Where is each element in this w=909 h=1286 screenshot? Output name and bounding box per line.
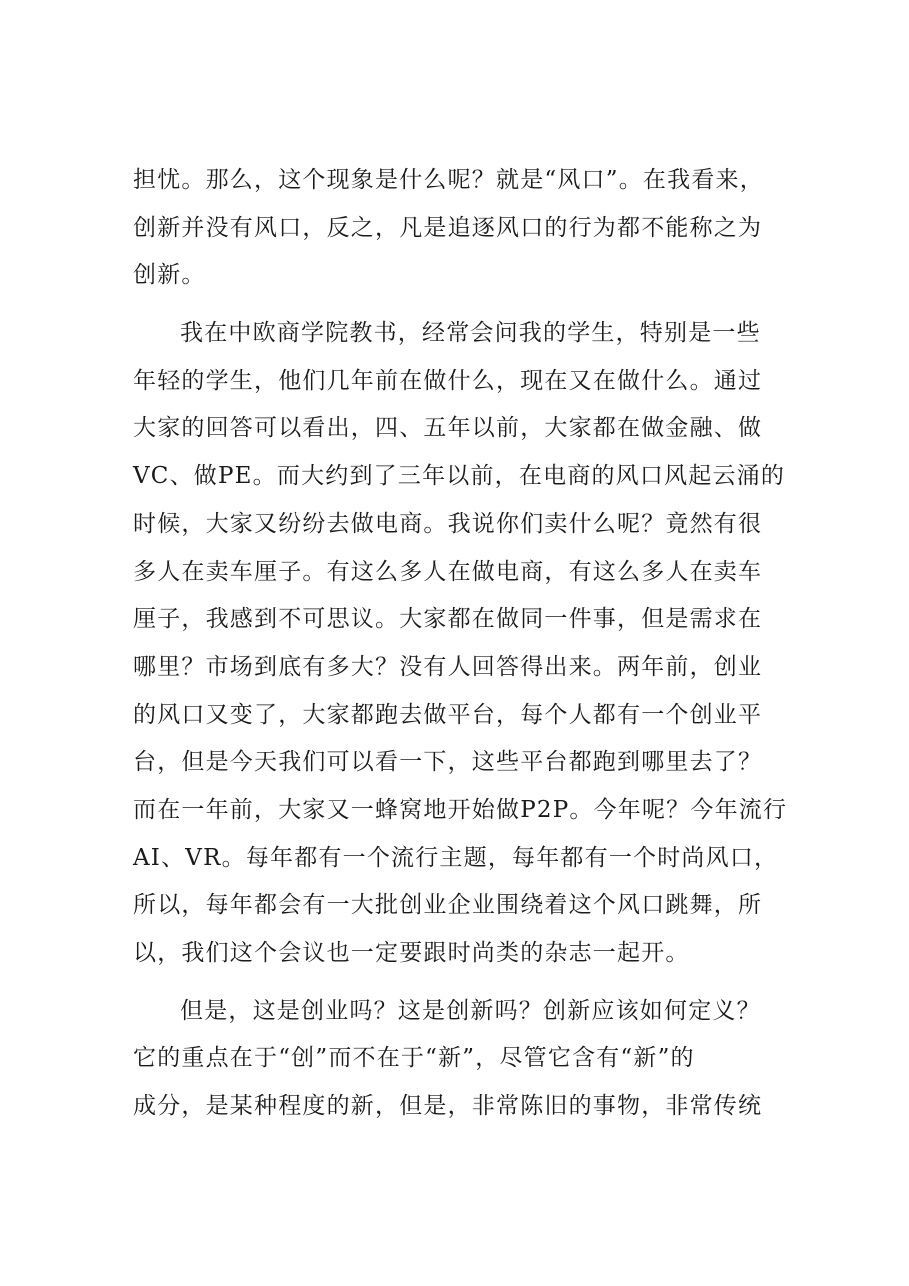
text-line: 担忧。那么，这个现象是什么呢？就是“风口”。在我看来， <box>133 167 764 193</box>
text-line: 时候，大家又纷纷去做电商。我说你们卖什么呢？竟然有很 <box>133 510 763 537</box>
text-line: 我在中欧商学院教书，经常会问我的学生，特别是一些 <box>180 320 761 347</box>
text-line: 而在一年前，大家又一蜂窝地开始做P2P。今年呢？今年流行 <box>133 796 788 823</box>
text-line: 多人在卖车厘子。有这么多人在做电商，有这么多人在卖车 <box>133 558 763 585</box>
paragraph-1 <box>133 157 793 300</box>
text-line: 大家的回答可以看出，四、五年以前，大家都在做金融、做 <box>133 415 763 442</box>
text-line: 厘子，我感到不可思议。大家都在做同一件事，但是需求在 <box>133 606 763 633</box>
paragraph-3 <box>133 988 793 1131</box>
document-body <box>133 157 793 1141</box>
text-line: AI、VR。每年都有一个流行主题，每年都有一个时尚风口， <box>133 844 779 871</box>
text-line: 所以，每年都会有一大批创业企业围绕着这个风口跳舞，所 <box>133 892 763 919</box>
text-line: 台，但是今天我们可以看一下，这些平台都跑到哪里去了？ <box>133 749 763 776</box>
text-line: 的风口又变了，大家都跑去做平台，每个人都有一个创业平 <box>133 701 763 728</box>
text-line: 它的重点在于“创”而不在于“新”，尽管它含有“新”的 <box>133 1045 695 1072</box>
text-line: 以，我们这个会议也一定要跟时尚类的杂志一起开。 <box>133 940 690 966</box>
text-line: 哪里？市场到底有多大？没有人回答得出来。两年前，创业 <box>133 653 763 680</box>
text-line: 但是，这是创业吗？这是创新吗？创新应该如何定义？ <box>180 997 761 1024</box>
text-line: 成分，是某种程度的新，但是，非常陈旧的事物，非常传统 <box>133 1093 763 1120</box>
text-line: VC、做PE。而大约到了三年以前，在电商的风口风起云涌的 <box>133 463 786 490</box>
text-line: 年轻的学生，他们几年前在做什么，现在又在做什么。通过 <box>133 367 763 394</box>
text-line: 创新并没有风口，反之，凡是追逐风口的行为都不能称之为 <box>133 214 763 241</box>
text-line: 创新。 <box>133 262 206 289</box>
paragraph-2 <box>133 310 793 978</box>
